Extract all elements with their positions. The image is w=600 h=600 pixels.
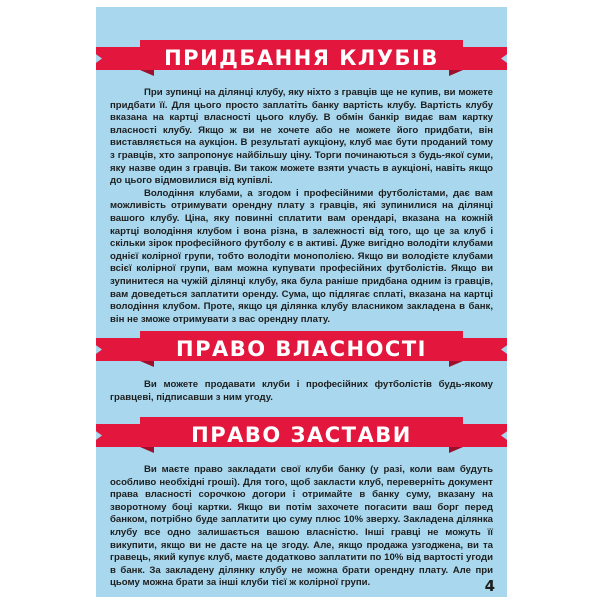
paragraph: При зупинці на ділянці клубу, яку ніхто з гравців ще не купив, ви можете придбати її. Для цього просто заплатіть банку вартість клубу. Вартість клубу вказана на картці власності цього клубу. В обмін банкір видає вам картку власності клубу. Якщо ж ви не хочете або не можете його придбати, він виставляється на аукціон. В результаті аукціону, клуб має бути проданий тому з гравців, хто запропонує найбільшу ціну. Торги починаються з будь-якої суми, яку назве один з гравців. Ви також можете взяти участь в аукціоні, навіть якщо до цього відмовилися від купівлі. bbox=[110, 87, 493, 187]
section-title: ПРАВО ВЛАСНОСТІ bbox=[176, 337, 427, 361]
section-banner-mortgage bbox=[96, 415, 507, 455]
section-body-mortgage bbox=[110, 464, 493, 590]
rules-page bbox=[96, 7, 507, 597]
section-title: ПРИДБАННЯ КЛУБІВ bbox=[164, 46, 439, 70]
section-banner-purchase bbox=[96, 38, 507, 78]
section-body-purchase bbox=[110, 87, 493, 326]
paragraph: Ви можете продавати клуби і професійних футболістів будь-якому гравцеві, підписавши з ним угоду. bbox=[110, 379, 493, 403]
paragraph: Ви маєте право закладати свої клуби банку (у разі, коли вам будуть особливо необхідні гроші). Для того, щоб закласти клуб, переверніть документ права власності сорочкою догори і отримайте в банку суму, вказану на зворотному боці картки. Якщо ви потім захочете погасити ваш борг перед банком, потрібно буде заплатити цю суму плюс 10% зверху. Закладена ділянка клубу все одно залишається вашою власністю. Інші гравці не можуть її викупити, якщо ви не дасте на це згоду. Але, якщо продажа узгоджена, ви та гравець, який купує клуб, маєте додатково заплатити по 10% від вартості угоди в банк. За закладену ділянку клубу не можна брати орендну плату. Але при цьому можна брати за інші клуби тієї ж колірної групи. bbox=[110, 464, 493, 589]
section-body-ownership bbox=[110, 379, 493, 404]
section-banner-ownership bbox=[96, 329, 507, 369]
page-number: 4 bbox=[484, 577, 495, 595]
paragraph: Володіння клубами, а згодом і професійними футболістами, дає вам можливість отримувати орендну плату з гравців, які зупинилися на ділянці вашого клубу. Ціна, яку повинні сплатити вам орендарі, вказана на кожній картці володіння клубом і вона різна, в залежності від того, що це за клуб і скільки зірок професійного футболу є в активі. Дуже вигідно володіти клубами однієї колірної групи, тобто володіти монополією. Якщо ви володієте клубами всієї колірної групи, вам можна купувати професійних футболістів. Якщо ви зупинитеся на чужій ділянці клубу, яка була раніше придбана одним із гравців, вам доведеться заплатити оренду. Сума, що підлягає сплаті, вказана на картці володіння клубом. Проте, якщо ця ділянка клубу власником закладена в банк, він не зможе отримувати з вас орендну плату. bbox=[110, 187, 493, 325]
section-title: ПРАВО ЗАСТАВИ bbox=[191, 423, 412, 447]
